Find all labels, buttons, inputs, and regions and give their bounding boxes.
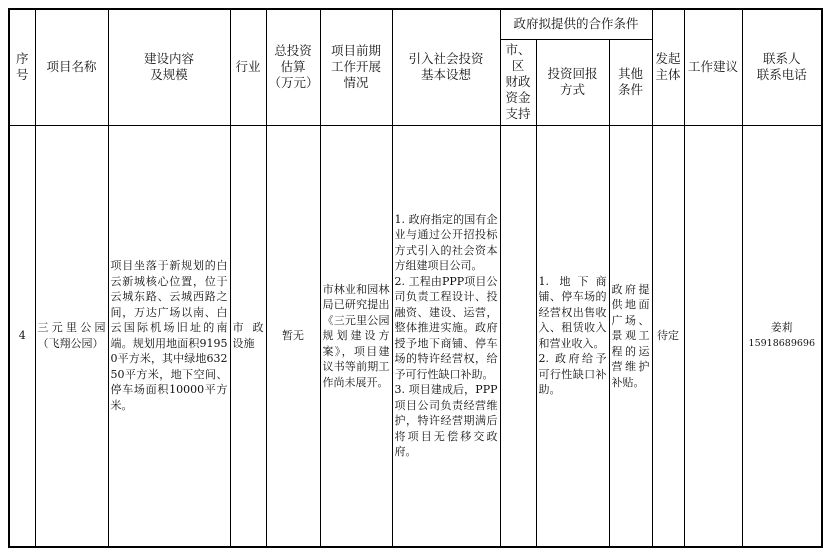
header-initiator: 发起 主体 — [652, 9, 684, 125]
contact-name: 姜莉 — [770, 321, 793, 335]
header-industry: 行业 — [230, 9, 266, 125]
cell-return: 1. 地下商铺、停车场的经营权出售收入、租赁收入和营业收入。 2. 政府给予可行性缺口补助。 — [536, 125, 609, 547]
header-fund: 市、区 财政 资金 支持 — [500, 39, 536, 125]
header-gov-conditions: 政府拟提供的合作条件 — [500, 9, 652, 39]
header-other: 其他 条件 — [609, 39, 652, 125]
cell-no: 4 — [9, 125, 35, 547]
cell-industry: 市政设施 — [230, 125, 266, 547]
header-return: 投资回报 方式 — [536, 39, 609, 125]
table-row — [9, 125, 822, 547]
header-progress: 项目前期 工作开展 情况 — [320, 9, 392, 125]
cell-advice — [684, 125, 742, 547]
header-advice: 工作建议 — [684, 9, 742, 125]
cell-investment: 暂无 — [266, 125, 320, 547]
cell-fund — [500, 125, 536, 547]
cell-name: 三元里公园（飞翔公园） — [35, 125, 108, 547]
header-intro: 引入社会投资 基本设想 — [392, 9, 500, 125]
project-table — [8, 8, 823, 548]
header-investment: 总投资 估算 （万元） — [266, 9, 320, 125]
header-content: 建设内容 及规模 — [108, 9, 230, 125]
cell-other: 政府提供地面广场、景观工程的运营维护补贴。 — [609, 125, 652, 547]
header-no: 序号 — [9, 9, 35, 125]
cell-intro: 1. 政府指定的国有企业与通过公开招投标方式引入的社会资本方组建项目公司。 2. 工程由PPP项目公司负责工程设计、投融资、建设、运营，整体推进实施。政府授予地下商铺、停车场的特许经营权，给予可行性缺口补助。 3. 项目建成后，PPP项目公司负责经营维护，特许经营期满后将项目无偿移交政府。 — [392, 125, 500, 547]
cell-contact — [742, 125, 822, 547]
cell-progress: 市林业和园林局已研究提出《三元里公园规划建设方案》，项目建议书等前期工作尚未展开。 — [320, 125, 392, 547]
header-contact: 联系人 联系电话 — [742, 9, 822, 125]
cell-initiator: 待定 — [652, 125, 684, 547]
contact-phone: 15918689696 — [748, 337, 816, 349]
header-name: 项目名称 — [35, 9, 108, 125]
cell-content: 项目坐落于新规划的白云新城核心位置，位于云城东路、云城西路之间，万达广场以南、白云国际机场旧址的南端。规划用地面积91950平方米，其中绿地63250平方米，地下空间、停车场面积10000平方米。 — [108, 125, 230, 547]
